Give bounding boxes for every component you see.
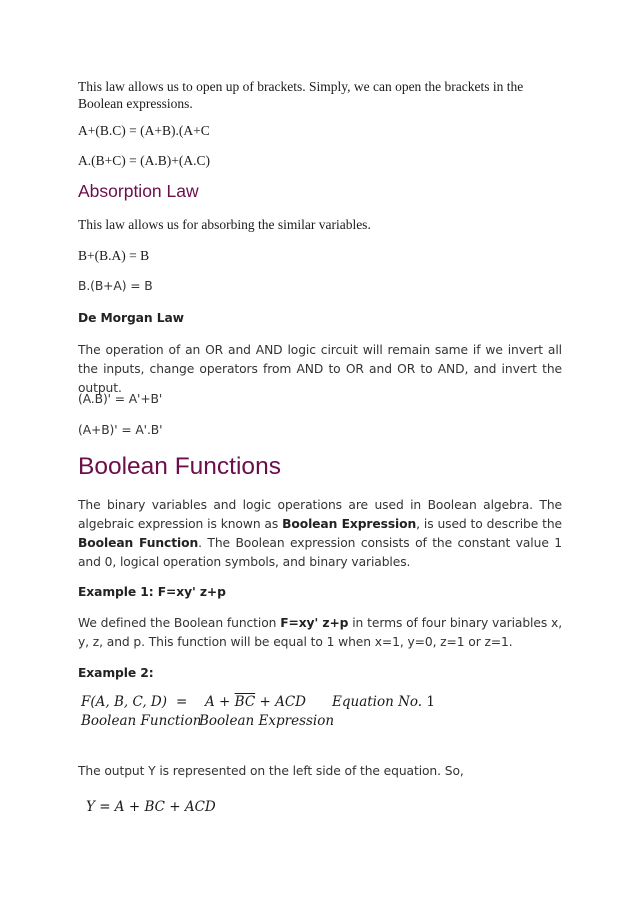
distributive-equation-2: A.(B+C) = (A.B)+(A.C) <box>78 153 210 168</box>
distributive-equation-1: A+(B.C) = (A+B).(A+C <box>78 123 210 138</box>
output-paragraph: The output Y is represented on the left side of the equation. So, <box>78 764 464 778</box>
paragraph-text: , is used to describe the <box>416 517 562 531</box>
de-morgan-equation-2: (A+B)' = A'.B' <box>78 423 163 437</box>
boolean-functions-heading: Boolean Functions <box>78 453 281 480</box>
equation-lhs: F(A, B, C, D) <box>81 694 167 710</box>
de-morgan-heading: De Morgan Law <box>78 311 184 325</box>
paragraph-text: The binary variables and logic operations are used in Boolean algebra. The algebraic expression is known as <box>78 498 562 531</box>
boolean-functions-paragraph <box>78 496 562 572</box>
paragraph-text: We defined the Boolean function <box>78 616 281 630</box>
de-morgan-equation-1: (A.B)' = A'+B' <box>78 392 163 406</box>
distributive-intro: This law allows us to open up of brackets. Simply, we can open the brackets in the Boolean expressions. <box>78 79 524 111</box>
boolean-function-term: Boolean Function <box>78 536 199 550</box>
rhs-complement-term: $\overline{BC}$ <box>234 694 256 710</box>
equation-equals: = <box>176 694 188 710</box>
absorption-law-heading: Absorption Law <box>78 181 199 201</box>
equation-label-text: Equation No. <box>332 694 423 710</box>
boolean-expression-term: Boolean Expression <box>282 517 417 531</box>
caption-boolean-expression: Boolean Expression <box>199 713 335 729</box>
paragraph-text: in terms of four binary variables x, y, z, and p. This function will be equal to 1 when x=1, y=0, z=1 or z=1. <box>78 616 563 649</box>
rhs-term: A + <box>205 694 235 710</box>
absorption-equation-1: B+(B.A) = B <box>78 248 150 263</box>
equation-number: 1 <box>426 694 435 710</box>
equation-rhs <box>205 694 306 710</box>
function-definition: F=xy' z+p <box>280 616 349 630</box>
equation-label <box>332 694 435 710</box>
de-morgan-text: The operation of an OR and AND logic circuit will remain same if we invert all the inputs, change operators from AND to OR and OR to AND, and invert the output. <box>78 343 562 395</box>
example-1-heading: Example 1: F=xy' z+p <box>78 585 226 599</box>
absorption-intro: This law allows us for absorbing the similar variables. <box>78 217 371 232</box>
example-1-paragraph <box>78 614 562 652</box>
rhs-term: + ACD <box>255 694 306 710</box>
caption-boolean-function: Boolean Function <box>81 713 202 729</box>
final-equation: Y = A + BC + ACD <box>86 799 216 815</box>
absorption-equation-2: B.(B+A) = B <box>78 279 153 293</box>
example-2-heading: Example 2: <box>78 666 154 680</box>
paragraph-text: . The Boolean expression consists of the constant value 1 and 0, logical operation symbols, and binary variables. <box>78 536 562 569</box>
